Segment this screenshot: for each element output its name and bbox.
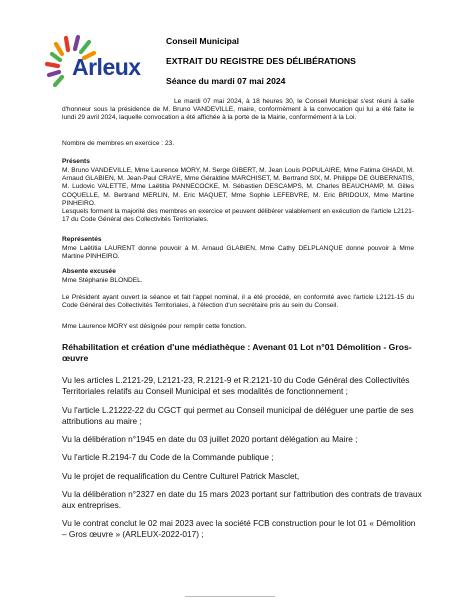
recital-item: Vu la délibération n°1945 en date du 03 juillet 2020 portant délégation au Maire ; xyxy=(62,434,358,444)
logo-wordmark: Arleux xyxy=(72,54,141,80)
presents-list: M. Bruno VANDEVILLE, Mme Laurence MORY, M. Serge GIBERT, M. Jean Louis POPULAIRE, Mme Fatima GHADI, M. Arnaud GLABIEN, M. Jean-Paul CRAYE, Mme Géraldine MARCHISET, M. Bertrand SIX, M. Philippe DE GUBERNATIS, M. Ludovic VALETTE, Mme Laëtitia PANNECOCKE, M. Sébastien DESCAMPS, M. Charles BEAUCHAMP, M. Gilles COQUELLE, M. Bertrand MERLIN, M. Eric MAQUET, Mme Sophie LEFEBVRE, M. Eric BRIDOUX, Mme Martine PINHEIRO. xyxy=(62,167,414,207)
quorum-paragraph: Lesquels forment la majorité des membres en exercice et peuvent délibérer valablement en exécution de l'article L2121-17 du Code Général des Collectivités Territoriales. xyxy=(62,208,414,224)
represented-label: Représentés xyxy=(62,236,102,243)
intro-paragraph: Le mardi 07 mai 2024, à 18 heures 30, le Conseil Municipal s'est réuni à salle d'honneur sous la présidence de M. Bruno VANDEVILLE, maire, conformément à la convocation qui lui a été faite le lundi 29 avril 2024, laquelle convocation a été affichée à la porte de la Mairie, conformément à la Loi. xyxy=(62,98,414,122)
members-count: Nombre de membres en exercice : 23. xyxy=(62,140,175,147)
recital-item: Vu le projet de requalification du Centre Culturel Patrick Masclet, xyxy=(62,471,300,481)
secretary-designation: Mme Laurence MORY est désignée pour remplir cette fonction. xyxy=(62,323,247,330)
absent-list: Mme Stéphanie BLONDEL. xyxy=(62,277,143,284)
register-title: EXTRAIT DU REGISTRE DES DÉLIBÉRATIONS xyxy=(166,56,356,66)
absent-label: Absente excusée xyxy=(62,268,116,275)
recital-item: Vu le contrat conclut le 02 mai 2023 avec la société FCB construction pour le lot 01 « Démolition – Gros œuvre » (ARLEUX-2022-017) ; xyxy=(62,518,416,540)
session-date: Séance du mardi 07 mai 2024 xyxy=(166,76,286,86)
deliberation-title: Réhabilitation et création d'une médiathèque : Avenant 01 Lot n°01 Démolition - Gros-œuvre xyxy=(62,342,412,363)
recital-item: Vu l'article R.2194-7 du Code de la Commande publique ; xyxy=(62,452,274,462)
recital-item: Vu les articles L.2121-29, L2121-23, R.2121-9 et R.2121-10 du Code Général des Collectivités Territoriales relatifs au Conseil Municipal et ses modalités de fonctionnement ; xyxy=(62,375,410,397)
secretary-paragraph: Le Président ayant ouvert la séance et fait l'appel nominal, il a été procédé, en conformité avec l'article L2121-15 du Code Général des Collectivités Territoriales, à l'élection d'un secrétaire pris au sein du Conseil. xyxy=(62,294,414,310)
recital-item: Vu la délibération n°2327 en date du 15 mars 2023 portant sur l'attribution des contrats de travaux aux entreprises. xyxy=(62,489,422,511)
page-divider xyxy=(185,596,275,597)
recital-item: Vu l'article L.21222-22 du CGCT qui permet au Conseil municipal de déléguer une partie de ses attributions au maire ; xyxy=(62,405,414,427)
presents-label: Présents xyxy=(62,158,90,165)
council-heading: Conseil Municipal xyxy=(166,36,240,46)
represented-list: Mme Laëtitia LAURENT donne pouvoir à M. Arnaud GLABIEN, Mme Cathy DELPLANQUE donne pouvoir à Mme Martine PINHEIRO. xyxy=(62,245,414,261)
